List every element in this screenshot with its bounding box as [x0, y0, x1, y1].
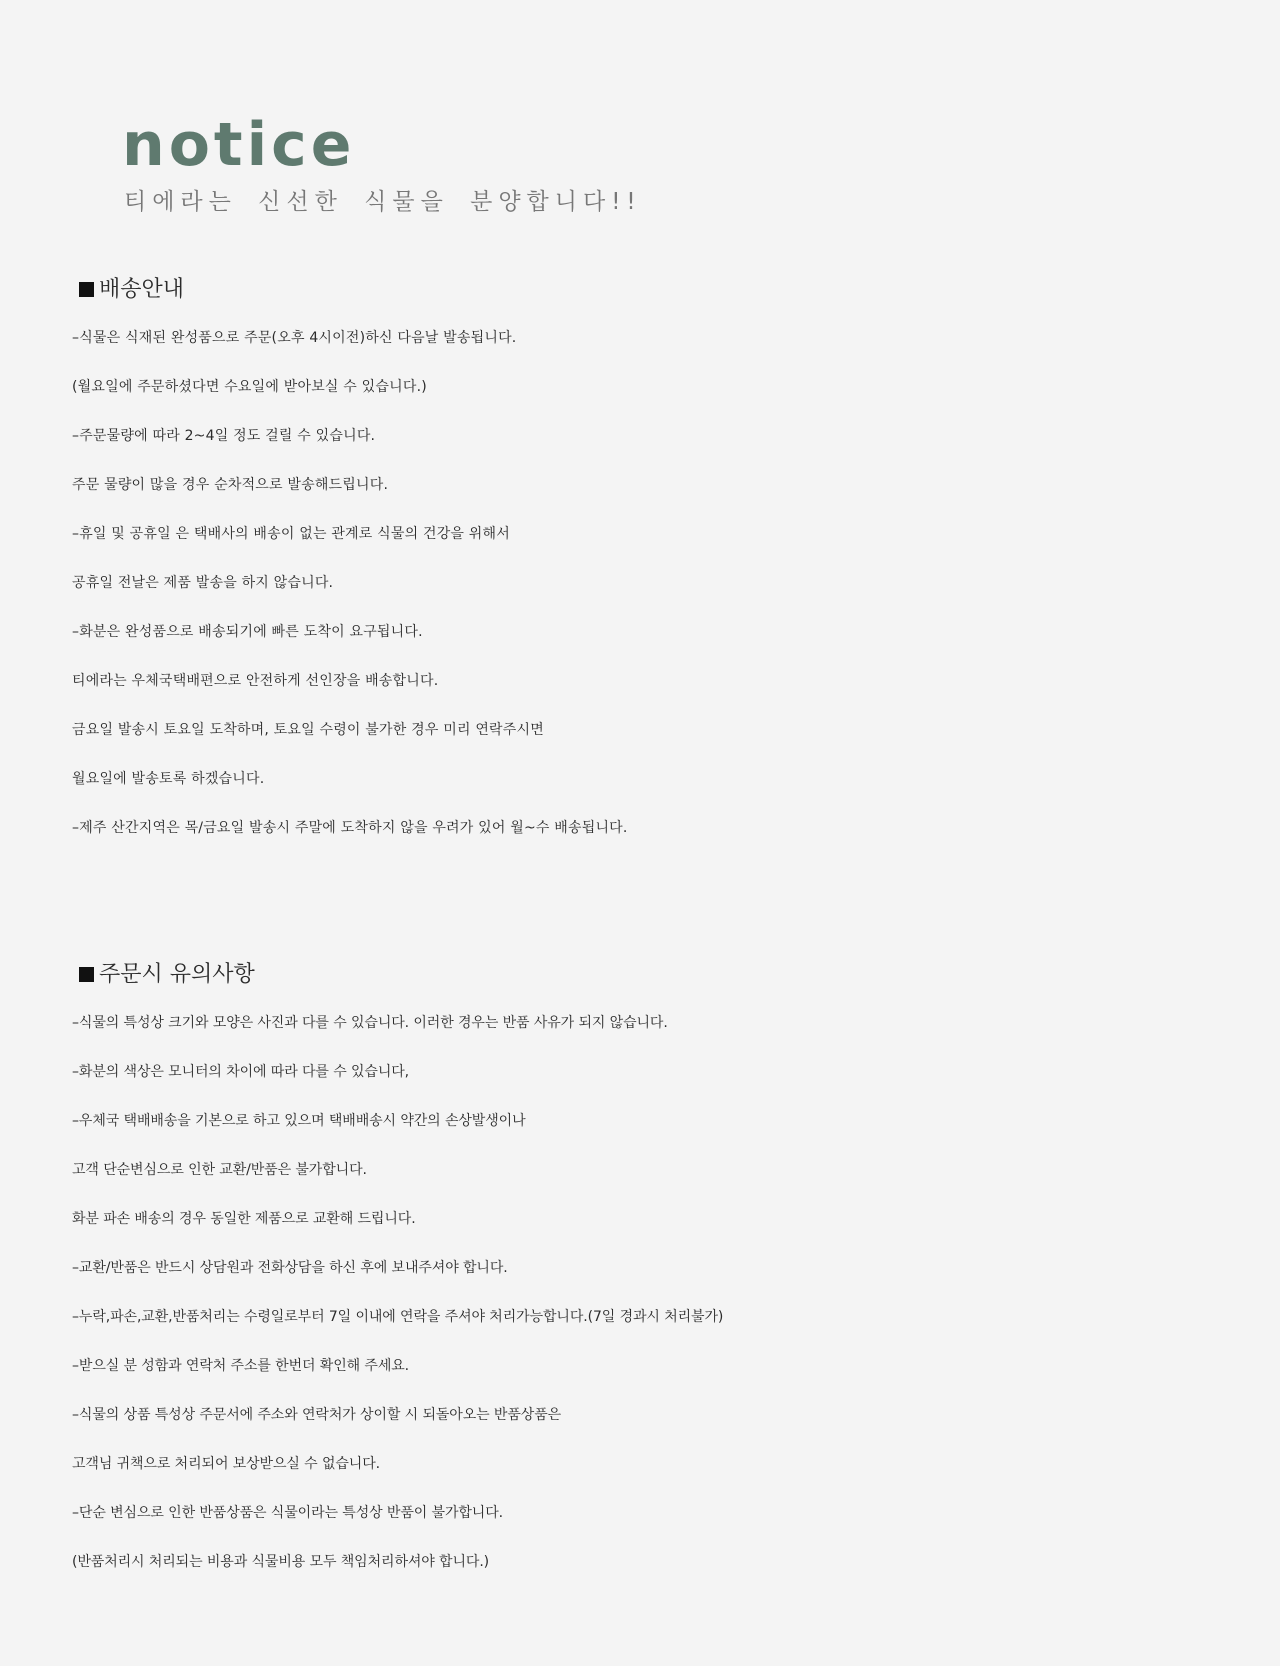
order-notes-lines — [72, 999, 1272, 1587]
shipping-heading-text: 배송안내 — [99, 277, 185, 302]
order-note-line: –식물의 특성상 크기와 모양은 사진과 다를 수 있습니다. 이러한 경우는 반품 사유가 되지 않습니다. — [72, 1015, 668, 1031]
shipping-line: –주문물량에 따라 2~4일 정도 걸릴 수 있습니다. — [72, 428, 376, 444]
order-notes-heading-text: 주문시 유의사항 — [99, 962, 255, 987]
shipping-line: 주문 물량이 많을 경우 순차적으로 발송해드립니다. — [72, 477, 389, 493]
order-note-line: –단순 변심으로 인한 반품상품은 식물이라는 특성상 반품이 불가합니다. — [72, 1505, 503, 1521]
order-note-line: –화분의 색상은 모니터의 차이에 따라 다를 수 있습니다, — [72, 1064, 410, 1080]
shipping-section — [72, 265, 1272, 853]
order-note-line: 고객 단순변심으로 인한 교환/반품은 불가합니다. — [72, 1162, 367, 1178]
square-bullet-icon — [79, 282, 94, 297]
order-note-line: –식물의 상품 특성상 주문서에 주소와 연락처가 상이할 시 되돌아오는 반품상품은 — [72, 1407, 562, 1423]
shipping-line: 금요일 발송시 토요일 도착하며, 토요일 수령이 불가한 경우 미리 연락주시면 — [72, 722, 544, 738]
shipping-lines — [72, 314, 1272, 853]
shipping-line: 월요일에 발송토록 하겠습니다. — [72, 771, 265, 787]
order-note-line: 화분 파손 배송의 경우 동일한 제품으로 교환해 드립니다. — [72, 1211, 416, 1227]
page-title: notice — [122, 110, 356, 180]
shipping-line: 공휴일 전날은 제품 발송을 하지 않습니다. — [72, 575, 334, 591]
shipping-line: 티에라는 우체국택배편으로 안전하게 선인장을 배송합니다. — [72, 673, 439, 689]
order-note-line: –우체국 택배배송을 기본으로 하고 있으며 택배배송시 약간의 손상발생이나 — [72, 1113, 526, 1129]
shipping-line: –화분은 완성품으로 배송되기에 빠른 도착이 요구됩니다. — [72, 624, 423, 640]
order-note-line: –교환/반품은 반드시 상담원과 전화상담을 하신 후에 보내주셔야 합니다. — [72, 1260, 508, 1276]
order-note-line: (반품처리시 처리되는 비용과 식물비용 모두 책임처리하셔야 합니다.) — [72, 1554, 490, 1570]
shipping-line: –휴일 및 공휴일 은 택배사의 배송이 없는 관계로 식물의 건강을 위해서 — [72, 526, 510, 542]
shipping-line: –제주 산간지역은 목/금요일 발송시 주말에 도착하지 않을 우려가 있어 월~수 배송됩니다. — [72, 820, 628, 836]
order-note-line: –누락,파손,교환,반품처리는 수령일로부터 7일 이내에 연락을 주셔야 처리가능합니다.(7일 경과시 처리불가) — [72, 1309, 724, 1325]
order-notes-section — [72, 950, 1272, 1587]
shipping-line: –식물은 식재된 완성품으로 주문(오후 4시이전)하신 다음날 발송됩니다. — [72, 330, 517, 346]
square-bullet-icon — [79, 967, 94, 982]
order-notes-heading — [72, 950, 1272, 999]
order-note-line: –받으실 분 성함과 연락처 주소를 한번더 확인해 주세요. — [72, 1358, 410, 1374]
shipping-line: (월요일에 주문하셨다면 수요일에 받아보실 수 있습니다.) — [72, 379, 427, 395]
shipping-heading — [72, 265, 1272, 314]
order-note-line: 고객님 귀책으로 처리되어 보상받으실 수 없습니다. — [72, 1456, 381, 1472]
notice-header — [122, 108, 642, 218]
page-subtitle: 티에라는 신선한 식물을 분양합니다!! — [124, 189, 642, 215]
